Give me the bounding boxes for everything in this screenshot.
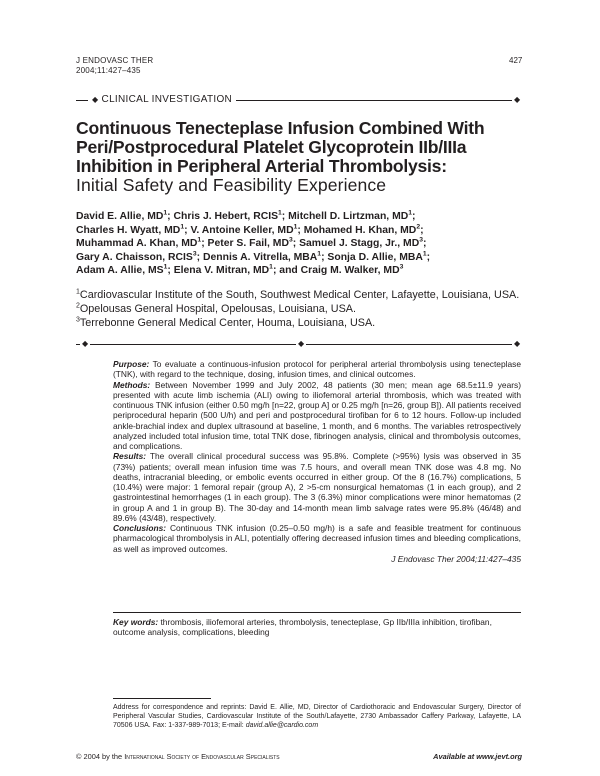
author: V. Antoine Keller, $MD^1$; xyxy=(190,223,304,236)
abstract-methods: Methods: Between November 1999 and July 2002, 48 patients (30 men; mean age 68.5±11.9 years) presented with acute limb ischemia (ALI) owing to iliofemoral arterial thrombosis, which was treated with continuous TNK infusion (either 0.50 mg/h [n=22, group A] or 0.25 mg/h [n=26, group B]). All patients received periprocedural heparin (500 U/h) and peri and postprocedural tirofiban for 6 to 12 hours. Follow-up included ankle-brachial index and duplex ultrasound at baseline, 1 month, and 6 months. The variables retrospectively analyzed included total infusion time, total TNK dose, fibrinogen analysis, clinical and thrombolysis outcomes, and complications. xyxy=(113,379,521,451)
keywords: Key words: thrombosis, iliofemoral arteries, thrombolysis, tenecteplase, Gp IIb/IIIa inhibition, tirofiban, outcome analysis, complications, bleeding xyxy=(113,617,492,638)
author: David E. Allie, $MD^1$; xyxy=(76,209,174,222)
correspondence-footnote: Address for correspondence and reprints: David E. Allie, MD, Director of Cardiothoracic and Endovascular Surgery, Director of Peripheral Vascular Studies, Cardiovascular Institute of the South/Lafayette, 2730 Ambassador Caffery Parkway, Lafayette, LA 70506 USA. Fax: 1-337-989-7013; E-mail: david.allie@cardio.com xyxy=(113,704,521,730)
author: Craig M. Walker, $MD^3$ xyxy=(300,263,404,277)
journal-url[interactable]: Available at www.jevt.org xyxy=(433,752,522,761)
article-title: Continuous Tenecteplase Infusion Combined With Peri/Postprocedural Platelet Glycoprotein IIb/IIIa Inhibition in Peripheral Arterial Thrombolysis: xyxy=(76,118,485,176)
email-link[interactable]: david.allie@cardio.com xyxy=(245,722,319,730)
author: Muhammad A. Khan, $MD^1$; xyxy=(76,236,208,250)
section-label xyxy=(88,94,236,105)
affiliation: $^1$Cardiovascular Institute of the South, Southwest Medical Center, Lafayette, Louisiana, USA. xyxy=(76,288,520,301)
abstract-results: Results: The overall clinical procedural success was 95.8%. Complete (>95%) lysis was observed in 35 (73%) patients; overall mean infusion time was 7.5 hours, and overall mean TNK dose was 4.8 mg. No deaths, intracranial bleeding, or embolic events occurred in either group. Of the 8 (16.7%) complications, 5 (10.4%) were major: 1 femoral repair (group A), 2 >5-cm nonsurgical hematomas (1 in each group), and 2 gastrointestinal hemorrhages (1 in each group). The 3 (6.3%) minor complications were minor hematomas (2 in group A and 1 in group B). The 30-day and 14-month mean limb salvage rates were 95.8% (46/48) and 89.6% (43/48), respectively. xyxy=(113,451,521,523)
divider-diamond-icon: ◆ xyxy=(298,339,305,348)
affiliation: $^2$Opelousas General Hospital, Opelousas, Louisiana, USA. xyxy=(76,302,356,315)
footnote-rule xyxy=(113,698,211,699)
author: Sonja D. Allie, MBA$^1$; xyxy=(327,250,431,263)
journal-info xyxy=(76,56,153,76)
copyright: © 2004 by the International Society of Endovascular Specialists xyxy=(76,752,280,761)
author: Elena V. Mitran, $MD^1$; and xyxy=(173,263,301,277)
author: Dennis A. Vitrella, MBA$^1$; xyxy=(202,250,328,263)
author: Adam A. Allie, $MS^1$; xyxy=(76,263,174,277)
affiliation: $^3$Terrebonne General Medical Center, Houma, Louisiana, USA. xyxy=(76,316,376,329)
author: Mohamed H. Khan, $MD^2$; xyxy=(303,223,424,236)
author-list xyxy=(76,210,526,278)
article-subtitle: Initial Safety and Feasibility Experience xyxy=(76,175,387,195)
affiliations xyxy=(76,288,526,330)
citation: J Endovasc Ther 2004;11:427–435 xyxy=(391,553,521,564)
abstract xyxy=(113,359,521,564)
author: Samuel J. Stagg, Jr., $MD^3$; xyxy=(299,236,427,250)
journal-volume: 2004;11:427–435 xyxy=(76,66,141,75)
section-name: CLINICAL INVESTIGATION xyxy=(101,94,233,105)
section-end-diamond-icon: ◆ xyxy=(514,95,521,104)
divider-diamond-icon: ◆ xyxy=(514,339,521,348)
abstract-conclusions: Conclusions: Continuous TNK infusion (0.25–0.50 mg/h) is a safe and feasible treatment for continuous pharmacological thrombolysis in ALI, potentially offering decreased infusion times and bleeding complications, as well as improved outcomes. J Endovasc Ther 2004;11:427–435 xyxy=(113,523,521,564)
author: Charles H. Wyatt, $MD^1$; xyxy=(76,223,191,236)
author: Peter S. Fail, $MD^3$; xyxy=(207,236,300,250)
keywords-rule xyxy=(113,612,521,613)
author: Chris J. Hebert, RCIS$^1$; xyxy=(173,209,289,222)
journal-name: J ENDOVASC THER xyxy=(76,56,154,65)
abstract-purpose: Purpose: To evaluate a continuous-infusion protocol for peripheral arterial thrombolysis using tenecteplase (TNK), with regard to the technique, dosing, infusion times, and clinical outcomes. xyxy=(113,359,521,380)
author: Gary A. Chaisson, RCIS$^3$; xyxy=(76,250,203,263)
diamond-bullet-icon: ◆ xyxy=(92,95,99,104)
author: Mitchell D. Lirtzman, $MD^1$; xyxy=(288,209,416,222)
divider-diamond-icon: ◆ xyxy=(82,339,89,348)
page-number: 427 xyxy=(509,56,523,65)
